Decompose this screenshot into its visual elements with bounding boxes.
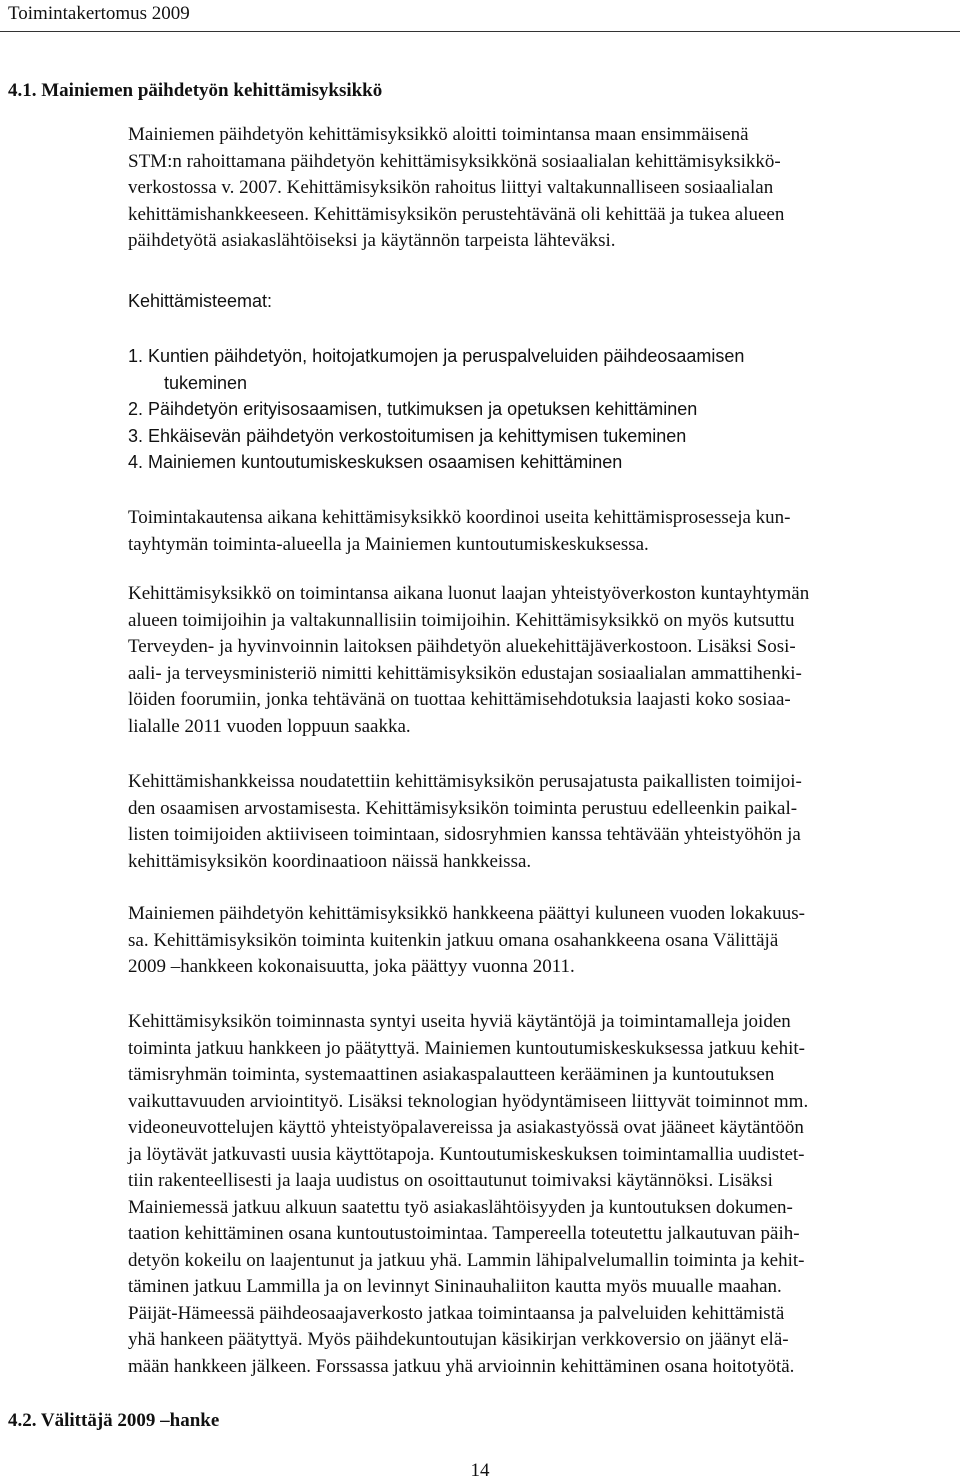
theme-item: 2. Päihdetyön erityisosaamisen, tutkimuksen ja opetuksen kehittäminen xyxy=(128,399,698,419)
text-line: ja löytävät jatkuvasti uusia käyttötapoja. Kuntoutumiskeskuksen toimintamallia uudistet- xyxy=(128,1143,805,1165)
text-line: löiden foorumiin, jonka tehtävänä on tuottaa kehittämisehdotuksia laajasti koko sosiaa- xyxy=(128,689,791,710)
text-line: listen toimijoiden aktiiviseen toimintaan, sidosryhmien kanssa tehtävään yhteistyöhön ja xyxy=(128,824,801,845)
theme-item-continuation: tukeminen xyxy=(164,372,248,393)
text-line: STM:n rahoittamana päihdetyön kehittämisyksikkönä sosiaalialan kehittämisyksikkö- xyxy=(128,150,781,172)
text-line: toiminta jatkuu hankkeen jo päätyttyä. Mainiemen kuntoutumiskeskuksessa jatkuu kehit- xyxy=(128,1037,806,1059)
text-line: Toimintakautensa aikana kehittämisyksikkö koordinoi useita kehittämisprosesseja kun- xyxy=(128,507,791,528)
themes-title: Kehittämisteemat: xyxy=(128,291,273,311)
text-line: kehittämishankkeeseen. Kehittämisyksikön perustehtävänä oli kehittää ja tukea alueen xyxy=(128,203,785,225)
text-line: 2009 –hankkeen kokonaisuutta, joka päättyy vuonna 2011. xyxy=(128,956,575,977)
paragraph-coordination xyxy=(128,505,958,558)
text-line: aali- ja terveysministeriö nimitti kehittämisyksikön edustajan sosiaalialan ammattihenki- xyxy=(128,662,802,684)
text-line: Päijät-Hämeessä päihdeosaajaverkosto jatkaa toimintaansa ja palveluiden kehittämistä xyxy=(128,1302,785,1324)
text-line: den osaamisen arvostamisesta. Kehittämisyksikön toiminta perustuu edelleenkin paikal- xyxy=(128,797,798,819)
theme-item: 1. Kuntien päihdetyön, hoitojatkumojen ja peruspalveluiden päihdeosaamisen xyxy=(128,346,745,366)
paragraph-network xyxy=(128,581,958,740)
paragraph-principles xyxy=(128,769,958,875)
text-line: tayhtymän toiminta-alueella ja Mainiemen kuntoutumiskeskuksessa. xyxy=(128,533,649,555)
section-heading-4-2: 4.2. Välittäjä 2009 –hanke xyxy=(8,1410,220,1431)
text-line: Kehittämisyksikkö on toimintansa aikana luonut laajan yhteistyöverkoston kuntayhtymän xyxy=(128,583,810,604)
header-divider xyxy=(0,31,960,32)
page-header-title: Toimintakertomus 2009 xyxy=(8,3,190,24)
text-line: yhä hankeen päätyttyä. Myös päihdekuntoutujan käsikirjan verkkoversio on jäänyt elä- xyxy=(128,1329,789,1350)
text-line: taation kehittäminen osana kuntoutustoimintaa. Tampereella toteutettu jalkautuvan päih- xyxy=(128,1223,800,1244)
intro-paragraph xyxy=(128,122,958,255)
text-line: Mainiemen päihdetyön kehittämisyksikkö aloitti toimintansa maan ensimmäisenä xyxy=(128,124,749,145)
text-line: Kehittämisyksikön toiminnasta syntyi useita hyviä käytäntöjä ja toimintamalleja joiden xyxy=(128,1011,791,1032)
text-line: videoneuvottelujen käyttö yhteistyöpalavereissa ja asiakastyössä ovat jääneet käytäntöön xyxy=(128,1117,804,1138)
paragraph-project-end xyxy=(128,901,958,981)
text-line: verkostossa v. 2007. Kehittämisyksikön rahoitus liittyi valtakunnalliseen sosiaalialan xyxy=(128,177,774,198)
text-line: detyön kokeilu on laajentunut ja jatkuu yhä. Lammin lähipalvelumallin toiminta ja kehit- xyxy=(128,1249,805,1271)
theme-item: 3. Ehkäisevän päihdetyön verkostoitumisen ja kehittymisen tukeminen xyxy=(128,425,687,446)
section-heading-4-1: 4.1. Mainiemen päihdetyön kehittämisyksikkö xyxy=(8,80,383,101)
themes-list xyxy=(128,343,958,476)
text-line: kehittämisyksikön koordinaatioon näissä hankkeissa. xyxy=(128,850,532,872)
text-line: vaikuttavuuden arviointityö. Lisäksi teknologian hyödyntämiseen liittyvät toiminnot mm. xyxy=(128,1090,809,1112)
page-number: 14 xyxy=(470,1460,490,1481)
text-line: täminen jatkuu Lammilla ja on levinnyt Sininauhaliiton kautta myös muualle maahan. xyxy=(128,1276,782,1297)
text-line: Mainiemen päihdetyön kehittämisyksikkö hankkeena päättyi kuluneen vuoden lokakuus- xyxy=(128,903,805,924)
text-line: päihdetyötä asiakaslähtöiseksi ja käytännön tarpeista lähteväksi. xyxy=(128,230,616,251)
text-line: Terveyden- ja hyvinvoinnin laitoksen päihdetyön aluekehittäjäverkostoon. Lisäksi Sosi- xyxy=(128,636,796,657)
theme-item: 4. Mainiemen kuntoutumiskeskuksen osaamisen kehittäminen xyxy=(128,452,623,472)
text-line: sa. Kehittämisyksikön toiminta kuitenkin jatkuu omana osahankkeena osana Välittäjä xyxy=(128,929,779,951)
text-line: Kehittämishankkeissa noudatettiin kehittämisyksikön perusajatusta paikallisten toimijoi- xyxy=(128,771,802,792)
text-line: lialalle 2011 vuoden loppuun saakka. xyxy=(128,715,411,737)
text-line: tiin rakenteellisesti ja laaja uudistus on osoittautunut toimivaksi käytännöksi. Lisäksi xyxy=(128,1170,773,1191)
text-line: mään hankkeen jälkeen. Forssassa jatkuu yhä arvioinnin kehittäminen osana hoitotyötä. xyxy=(128,1355,795,1377)
text-line: alueen toimijoihin ja valtakunnallisiin toimijoihin. Kehittämisyksikkö on myös kutsuttu xyxy=(128,609,795,631)
paragraph-practices xyxy=(128,1009,958,1380)
text-line: Mainiemessä jatkuu alkuun saatettu työ asiakaslähtöisyyden ja kuntoutuksen dokumen- xyxy=(128,1196,793,1218)
text-line: tämisryhmän toiminta, systemaattinen asiakaspalautteen kerääminen ja kuntoutuksen xyxy=(128,1064,775,1085)
